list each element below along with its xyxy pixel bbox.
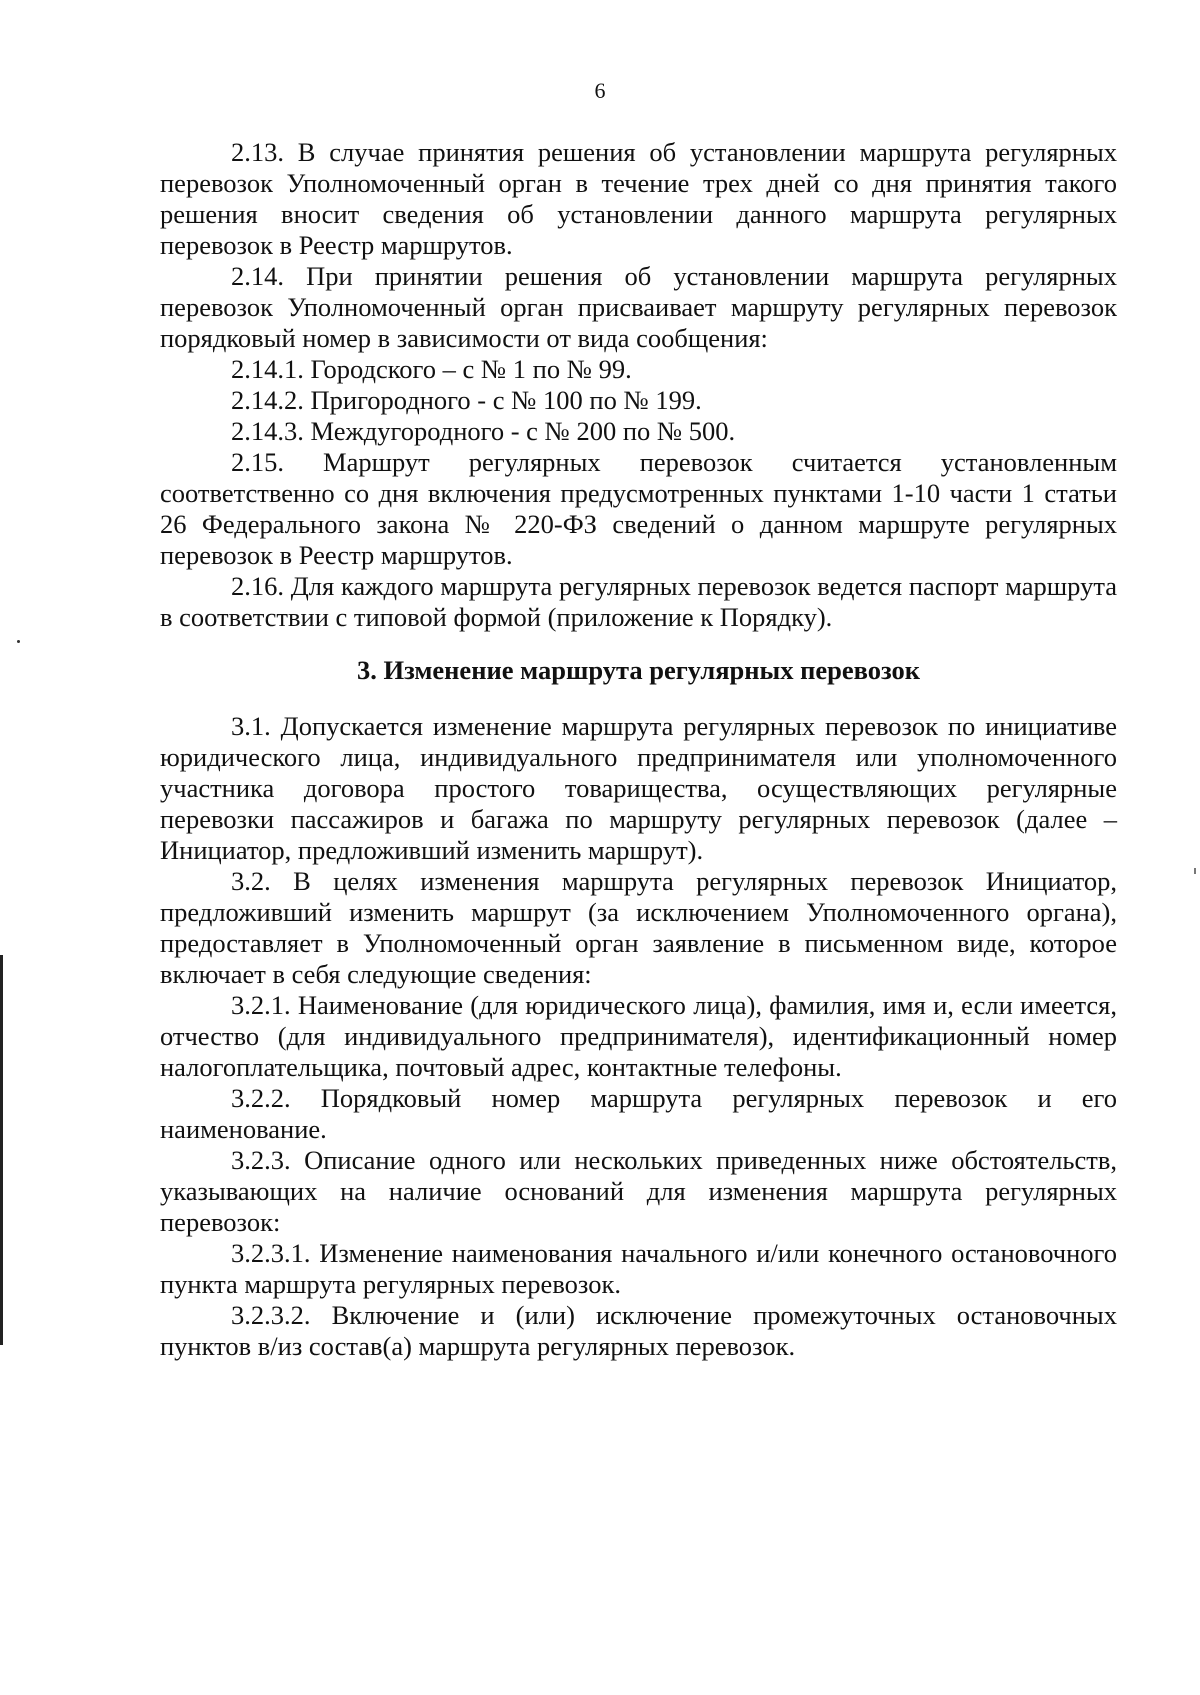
paragraph-3-2-3-1: 3.2.3.1. Изменение наименования начального и/или конечного остановочного пункта маршрута регулярных перевозок. [160,1238,1117,1299]
document-body [160,137,1117,1362]
paragraph-3-2-3: 3.2.3. Описание одного или нескольких приведенных ниже обстоятельств, указывающих на наличие оснований для изменения маршрута регулярных перевозок: [160,1145,1117,1237]
paragraph-2-14: 2.14. При принятии решения об установлении маршрута регулярных перевозок Уполномоченный орган присваивает маршруту регулярных перевозок порядковый номер в зависимости от вида сообщения: [160,261,1117,353]
paragraph-3-1: 3.1. Допускается изменение маршрута регулярных перевозок по инициативе юридического лица, индивидуального предпринимателя или уполномоченного участника договора простого товарищества, осуществляющих регулярные перевозки пассажиров и багажа по маршруту регулярных перевозок (далее – Инициатор, предложивший изменить маршрут). [160,711,1117,865]
section-3-heading: 3. Изменение маршрута регулярных перевозок [356,655,921,685]
paragraph-3-2-3-2: 3.2.3.2. Включение и (или) исключение промежуточных остановочных пунктов в/из состав(а) маршрута регулярных перевозок. [160,1300,1117,1361]
scan-artifact-speck [1194,868,1196,874]
scan-artifact-edge [0,955,3,1345]
paragraph-2-13: 2.13. В случае принятия решения об установлении маршрута регулярных перевозок Уполномоченный орган в течение трех дней со дня принятия такого решения вносит сведения об установлении данного маршрута регулярных перевозок в Реестр маршрутов. [160,137,1117,260]
paragraph-2-14-1: 2.14.1. Городского – с № 1 по № 99. [231,354,632,384]
paragraph-2-15: 2.15. Маршрут регулярных перевозок считается установленным соответственно со дня включения предусмотренных пунктами 1-10 части 1 статьи 26 Федерального закона № 220-ФЗ сведений о данном маршруте регулярных перевозок в Реестр маршрутов. [160,447,1117,570]
paragraph-2-14-3: 2.14.3. Междугородного - с № 200 по № 500. [231,416,736,446]
paragraph-3-2-2: 3.2.2. Порядковый номер маршрута регулярных перевозок и его наименование. [160,1083,1117,1144]
paragraph-2-14-2: 2.14.2. Пригородного - с № 100 по № 199. [231,385,702,415]
paragraph-2-16: 2.16. Для каждого маршрута регулярных перевозок ведется паспорт маршрута в соответствии с типовой формой (приложение к Порядку). [160,571,1117,632]
scan-artifact-dot [17,640,20,643]
paragraph-3-2-1: 3.2.1. Наименование (для юридического лица), фамилия, имя и, если имеется, отчество (для индивидуального предпринимателя), идентификационный номер налогоплательщика, почтовый адрес, контактные телефоны. [160,990,1117,1082]
paragraph-3-2: 3.2. В целях изменения маршрута регулярных перевозок Инициатор, предложивший изменить маршрут (за исключением Уполномоченного органа), предоставляет в Уполномоченный орган заявление в письменном виде, которое включает в себя следующие сведения: [160,866,1117,989]
page-number: 6 [594,78,606,103]
